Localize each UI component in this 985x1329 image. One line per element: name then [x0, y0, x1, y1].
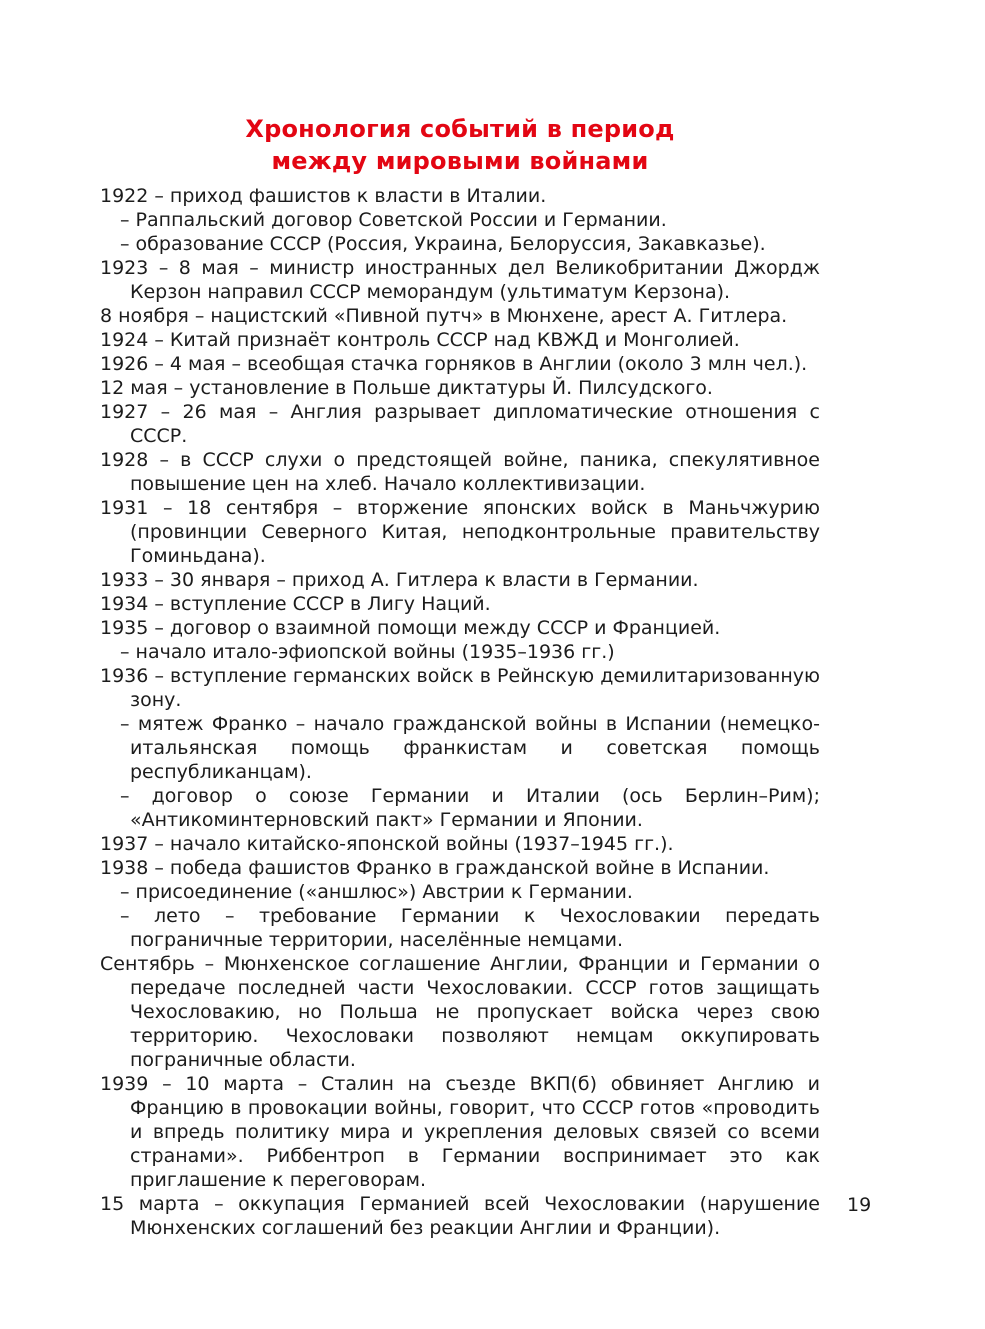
- chronology-entry: 1935 – договор о взаимной помощи между СССР и Францией.: [100, 617, 721, 639]
- page-number: 19: [847, 1194, 872, 1216]
- page-title-line-2: между мировыми войнами: [271, 147, 649, 175]
- chronology-entry: 8 ноября – нацистский «Пивной путч» в Мюнхене, арест А. Гитлера.: [100, 305, 788, 327]
- chronology-list: [100, 184, 820, 1240]
- chronology-sub-entry: – образование СССР (Россия, Украина, Белоруссия, Закавказье).: [120, 233, 766, 255]
- chronology-entry: 12 мая – установление в Польше диктатуры Й. Пилсудского.: [100, 377, 713, 399]
- chronology-sub-entry: – лето – требование Германии к Чехословакии передать пограничные территории, населённые немцами.: [120, 905, 820, 951]
- chronology-sub-entry: – присоединение («аншлюс») Австрии к Германии.: [120, 881, 633, 903]
- page-title-line-1: Хронология событий в период: [245, 115, 675, 143]
- chronology-entry: 1922 – приход фашистов к власти в Италии.: [100, 185, 547, 207]
- chronology-entry: 1928 – в СССР слухи о предстоящей войне, паника, спекулятивное повышение цен на хлеб. Начало коллективизации.: [100, 449, 820, 495]
- chronology-entry: 1936 – вступление германских войск в Рейнскую демилитаризованную зону.: [100, 665, 820, 711]
- chronology-sub-entry: – мятеж Франко – начало гражданской войны в Испании (немецко-итальянская помощь франкистам и советская помощь республиканцам).: [120, 713, 820, 783]
- chronology-entry: 1927 – 26 мая – Англия разрывает дипломатические отношения с СССР.: [100, 401, 820, 447]
- chronology-entry: 15 марта – оккупация Германией всей Чехословакии (нарушение Мюнхенских соглашений без реакции Англии и Франции).: [100, 1193, 820, 1239]
- chronology-entry: 1933 – 30 января – приход А. Гитлера к власти в Германии.: [100, 569, 699, 591]
- chronology-entry: Сентябрь – Мюнхенское соглашение Англии, Франции и Германии о передаче последней части Чехословакии. СССР готов защищать Чехословакию, но Польша не пропускает войска через свою территорию. Чехословаки позволяют немцам оккупировать пограничные области.: [100, 953, 820, 1071]
- chronology-sub-entry: – начало итало-эфиопской войны (1935–1936 гг.): [120, 641, 615, 663]
- chronology-sub-entry: – договор о союзе Германии и Италии (ось Берлин–Рим); «Антикоминтерновский пакт» Германии и Японии.: [120, 785, 820, 831]
- chronology-entry: 1931 – 18 сентября – вторжение японских войск в Маньчжурию (провинции Северного Китая, неподконтрольные правительству Гоминьдана).: [100, 497, 820, 567]
- chronology-entry: 1934 – вступление СССР в Лигу Наций.: [100, 593, 491, 615]
- chronology-entry: 1939 – 10 марта – Сталин на съезде ВКП(б) обвиняет Англию и Францию в провокации войны, говорит, что СССР готов «проводить и впредь политику мира и укрепления деловых связей со всеми странами». Риббентроп в Германии воспринимает это как приглашение к переговорам.: [100, 1073, 820, 1191]
- chronology-entry: 1937 – начало китайско-японской войны (1937–1945 гг.).: [100, 833, 674, 855]
- chronology-entry: 1926 – 4 мая – всеобщая стачка горняков в Англии (около 3 млн чел.).: [100, 353, 808, 375]
- chronology-sub-entry: – Раппальский договор Советской России и Германии.: [120, 209, 667, 231]
- chronology-entry: 1923 – 8 мая – министр иностранных дел Великобритании Джордж Керзон направил СССР меморандум (ультиматум Керзона).: [100, 257, 820, 303]
- chronology-entry: 1924 – Китай признаёт контроль СССР над КВЖД и Монголией.: [100, 329, 740, 351]
- chronology-entry: 1938 – победа фашистов Франко в гражданской войне в Испании.: [100, 857, 770, 879]
- page-title: [100, 113, 820, 177]
